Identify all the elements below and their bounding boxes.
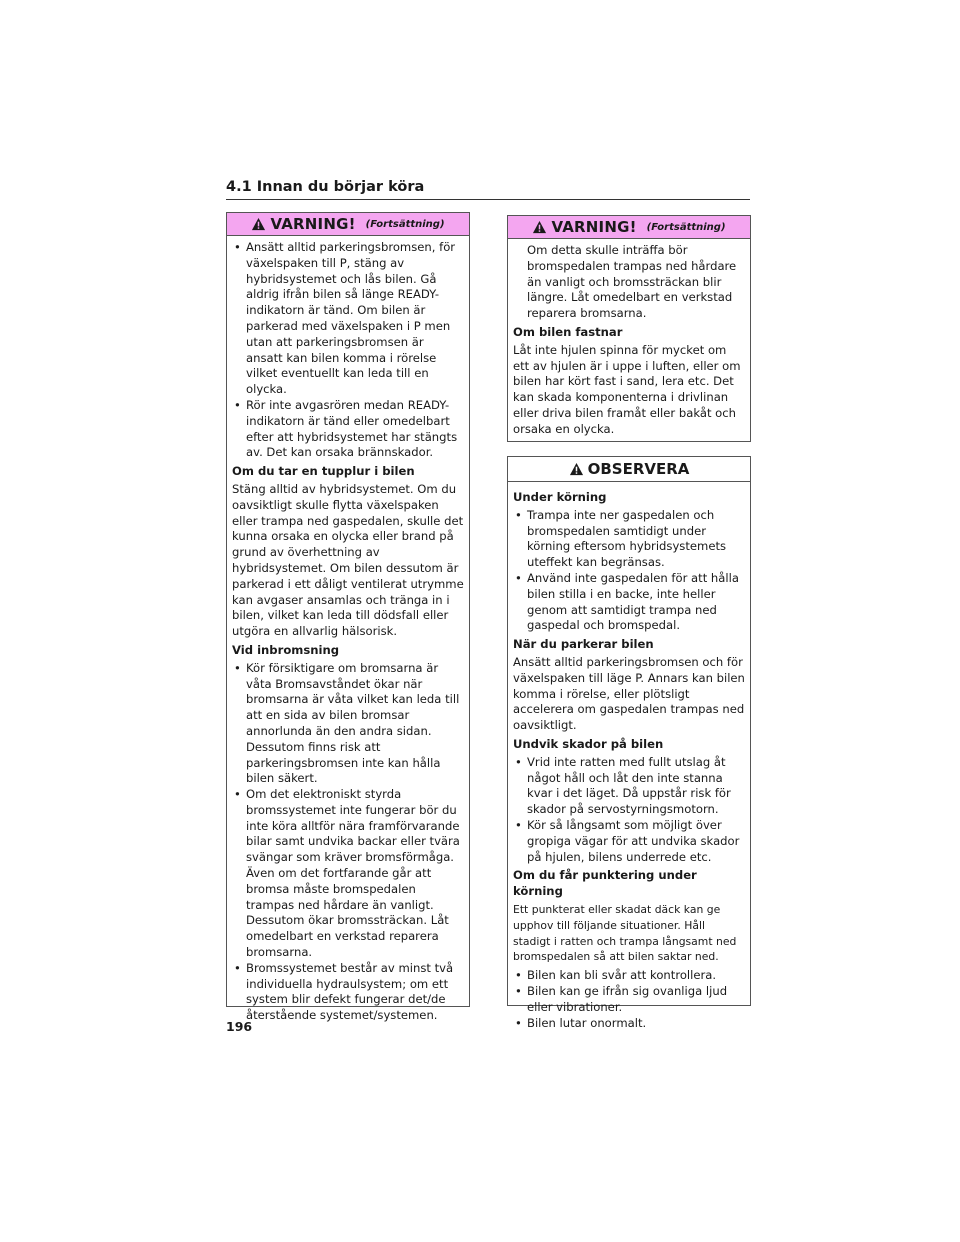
list-item: • Vrid inte ratten med fullt utslag åt något håll och låt den inte stanna kvar i det läget. Då uppstår risk för skador på servostyrningsmotorn. bbox=[513, 755, 745, 818]
list-item: • Bromssystemet består av minst två individuella hydraulsystem; om ett system blir defekt fungerar det/de återstående systemet/systemen. bbox=[232, 961, 464, 1024]
continued-text: Om detta skulle inträffa bör bromspedalen trampas ned hårdare än vanligt och bromssträckan blir längre. Låt omedelbart en verkstad reparera bromsarna. bbox=[527, 243, 737, 321]
warning-box-left bbox=[226, 212, 470, 1023]
notice-title: OBSERVERA bbox=[587, 460, 690, 478]
warning-triangle-icon bbox=[532, 220, 547, 235]
list-item: • Ansätt alltid parkeringsbromsen, för växelspaken till P, stäng av hybridsystemet och lås bilen. Gå aldrig ifrån bilen så länge READY-indikatorn är tänd. Om bilen är parkerad med växelspaken i P men utan att parkeringsbromsen är ansatt kan bilen komma i rörelse vilket eventuellt kan leda till en olycka. bbox=[232, 240, 464, 398]
puncture-heading: Om du får punktering under körning bbox=[513, 868, 697, 899]
list-item: • Rör inte avgasrören medan READY-indikatorn är tänd eller omedelbart efter att hybridsystemet har stängts av. Det kan orsaka brännskador. bbox=[232, 398, 464, 461]
section-title: 4.1 Innan du börjar köra bbox=[226, 179, 750, 200]
warning-continued: (Fortsättning) bbox=[646, 221, 726, 233]
driving-heading: Under körning bbox=[513, 490, 607, 504]
list-item: • Bilen lutar onormalt. bbox=[513, 1016, 745, 1032]
parking-text: Ansätt alltid parkeringsbromsen och för växelspaken till läge P. Annars kan bilen komma i rörelse, eller plötsligt accelerera om gaspedalen trampas ned oavsiktligt. bbox=[513, 654, 745, 733]
parking-heading: När du parkerar bilen bbox=[513, 637, 654, 652]
notice-box bbox=[507, 456, 751, 1030]
warning-continued: (Fortsättning) bbox=[365, 218, 445, 230]
damage-heading: Undvik skador på bilen bbox=[513, 736, 664, 751]
list-item: • Bilen kan bli svår att kontrollera. bbox=[513, 968, 745, 984]
warning-triangle-icon bbox=[251, 217, 266, 232]
list-item: • Bilen kan ge ifrån sig ovanliga ljud eller vibrationer. bbox=[513, 984, 745, 1016]
warning-header bbox=[508, 216, 750, 239]
warning-title: VARNING! bbox=[270, 215, 356, 233]
puncture-text: Ett punkterat eller skadat däck kan ge upphov till följande situationer. Håll stadigt i ratten och trampa långsamt ned bromspedalen så att bilen saktar ned. bbox=[513, 902, 737, 964]
list-item: • Använd inte gaspedalen för att hålla bilen stilla i en backe, inte heller genom att samtidigt trampa ned gaspedal och bromspedal. bbox=[513, 571, 745, 634]
nap-heading: Om du tar en tupplur i bilen bbox=[232, 464, 415, 479]
list-item: • Trampa inte ner gaspedalen och bromspedalen samtidigt under körning eftersom hybridsystemets uteffekt kan begränsas. bbox=[513, 508, 745, 571]
list-item: • Kör försiktigare om bromsarna är våta Bromsavståndet ökar när bromsarna är våta vilket kan leda till att en sida av bilen bromsar annorlunda än den andra sidan. Dessutom finns risk att parkeringsbromsen inte kan hålla bilen säkert. bbox=[232, 661, 464, 787]
stuck-heading: Om bilen fastnar bbox=[513, 324, 623, 339]
warning-box-right bbox=[507, 215, 751, 442]
nap-text: Stäng alltid av hybridsystemet. Om du oavsiktligt skulle flytta växelspaken eller trampa ned gaspedalen, skulle det kunna orsaka en olycka eller brand på grund av överhettning av hybridsystemet. Om bilen dessutom är parkerad i ett dåligt ventilerat utrymme kan avgaser ansamlas och tränga in i bilen, vilket kan leda till dödsfall eller utgöra en allvarlig hälsorisk. bbox=[232, 481, 464, 639]
warning-header bbox=[227, 213, 469, 236]
page-number: 196 bbox=[226, 1019, 253, 1034]
list-item: • Kör så långsamt som möjligt över gropiga vägar för att undvika skador på hjulen, bilens underrede etc. bbox=[513, 818, 745, 865]
stuck-text: Låt inte hjulen spinna för mycket om ett av hjulen är i uppe i luften, eller om bilen har kört fast i sand, lera etc. Det kan skada komponenterna i drivlinan eller driva bilen framåt eller bakåt och orsaka en olycka. bbox=[513, 342, 741, 436]
notice-triangle-icon bbox=[569, 462, 584, 477]
notice-header bbox=[508, 457, 750, 482]
list-item: • Om det elektroniskt styrda bromssystemet inte fungerar bör du inte köra alltför nära framförvarande bilar samt undvika backar eller tvära svängar som kräver bromsförmåga. Även om det fortfarande går att bromsa måste bromspedalen trampas ned hårdare än vanligt. Dessutom ökar bromssträckan. Låt omedelbart en verkstad reparera bromsarna. bbox=[232, 787, 464, 961]
warning-title: VARNING! bbox=[551, 218, 637, 236]
braking-heading: Vid inbromsning bbox=[232, 642, 340, 657]
